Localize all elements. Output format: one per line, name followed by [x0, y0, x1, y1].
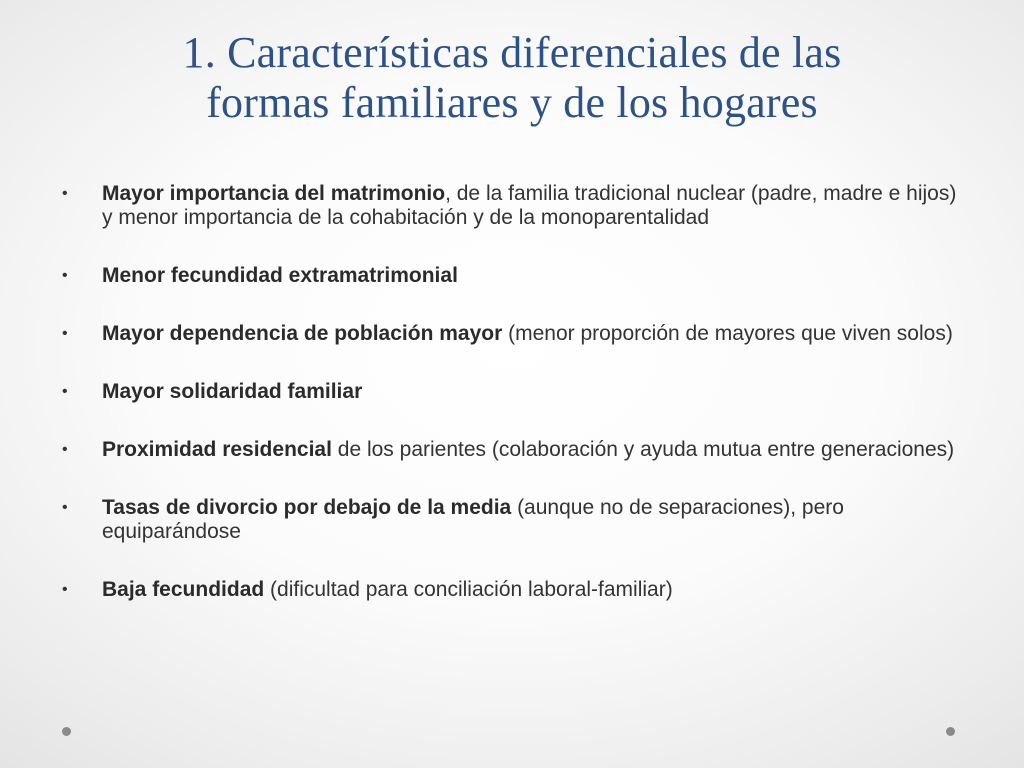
bullet-item-baja-fecundidad: [62, 578, 962, 602]
bullet-icon: •: [62, 581, 68, 598]
bullet-bold-text: Baja fecundidad: [102, 578, 265, 601]
bullet-bold-text: Menor fecundidad extramatrimonial: [102, 264, 458, 287]
slide-title: [40, 28, 984, 128]
bullet-icon: •: [62, 441, 68, 458]
bullet-icon: •: [62, 185, 68, 202]
bullet-item-proximidad: [62, 438, 962, 462]
bullet-bold-text: Mayor importancia del matrimonio: [102, 182, 446, 205]
bullet-text: , de la familia tradicional nuclear (padre, madre e hijos) y menor importancia de la cohabitación y de la monoparentalidad: [102, 182, 957, 229]
corner-dot-icon: [62, 727, 71, 736]
bullet-bold-text: Mayor solidaridad familiar: [102, 380, 363, 403]
bullet-icon: •: [62, 325, 68, 342]
bullet-icon: •: [62, 499, 68, 516]
slide-title-line-1: 1. Características diferenciales de las: [182, 28, 842, 77]
bullet-icon: •: [62, 267, 68, 284]
bullet-bold-text: Mayor dependencia de población mayor: [102, 322, 503, 345]
bullet-bold-text: Tasas de divorcio por debajo de la media: [102, 496, 512, 519]
bullet-bold-text: Proximidad residencial: [102, 438, 332, 461]
bullet-item-fecundidad-extramatrimonial: [62, 264, 962, 288]
bullet-text: (aunque no de separaciones), pero equiparándose: [102, 496, 844, 543]
bullet-text: (menor proporción de mayores que viven solos): [502, 322, 953, 345]
bullet-item-solidaridad: [62, 380, 962, 404]
bullet-item-divorcio: [62, 496, 962, 544]
corner-dot-icon: [946, 727, 955, 736]
bullet-item-matrimonio: [62, 182, 962, 230]
bullet-icon: •: [62, 383, 68, 400]
bullet-text: de los parientes (colaboración y ayuda mutua entre generaciones): [331, 438, 955, 461]
bullet-item-dependencia-mayor: [62, 322, 962, 346]
slide-title-line-2: formas familiares y de los hogares: [206, 78, 818, 127]
bullet-text: (dificultad para conciliación laboral-familiar): [264, 578, 673, 601]
bullet-list: [62, 182, 962, 636]
